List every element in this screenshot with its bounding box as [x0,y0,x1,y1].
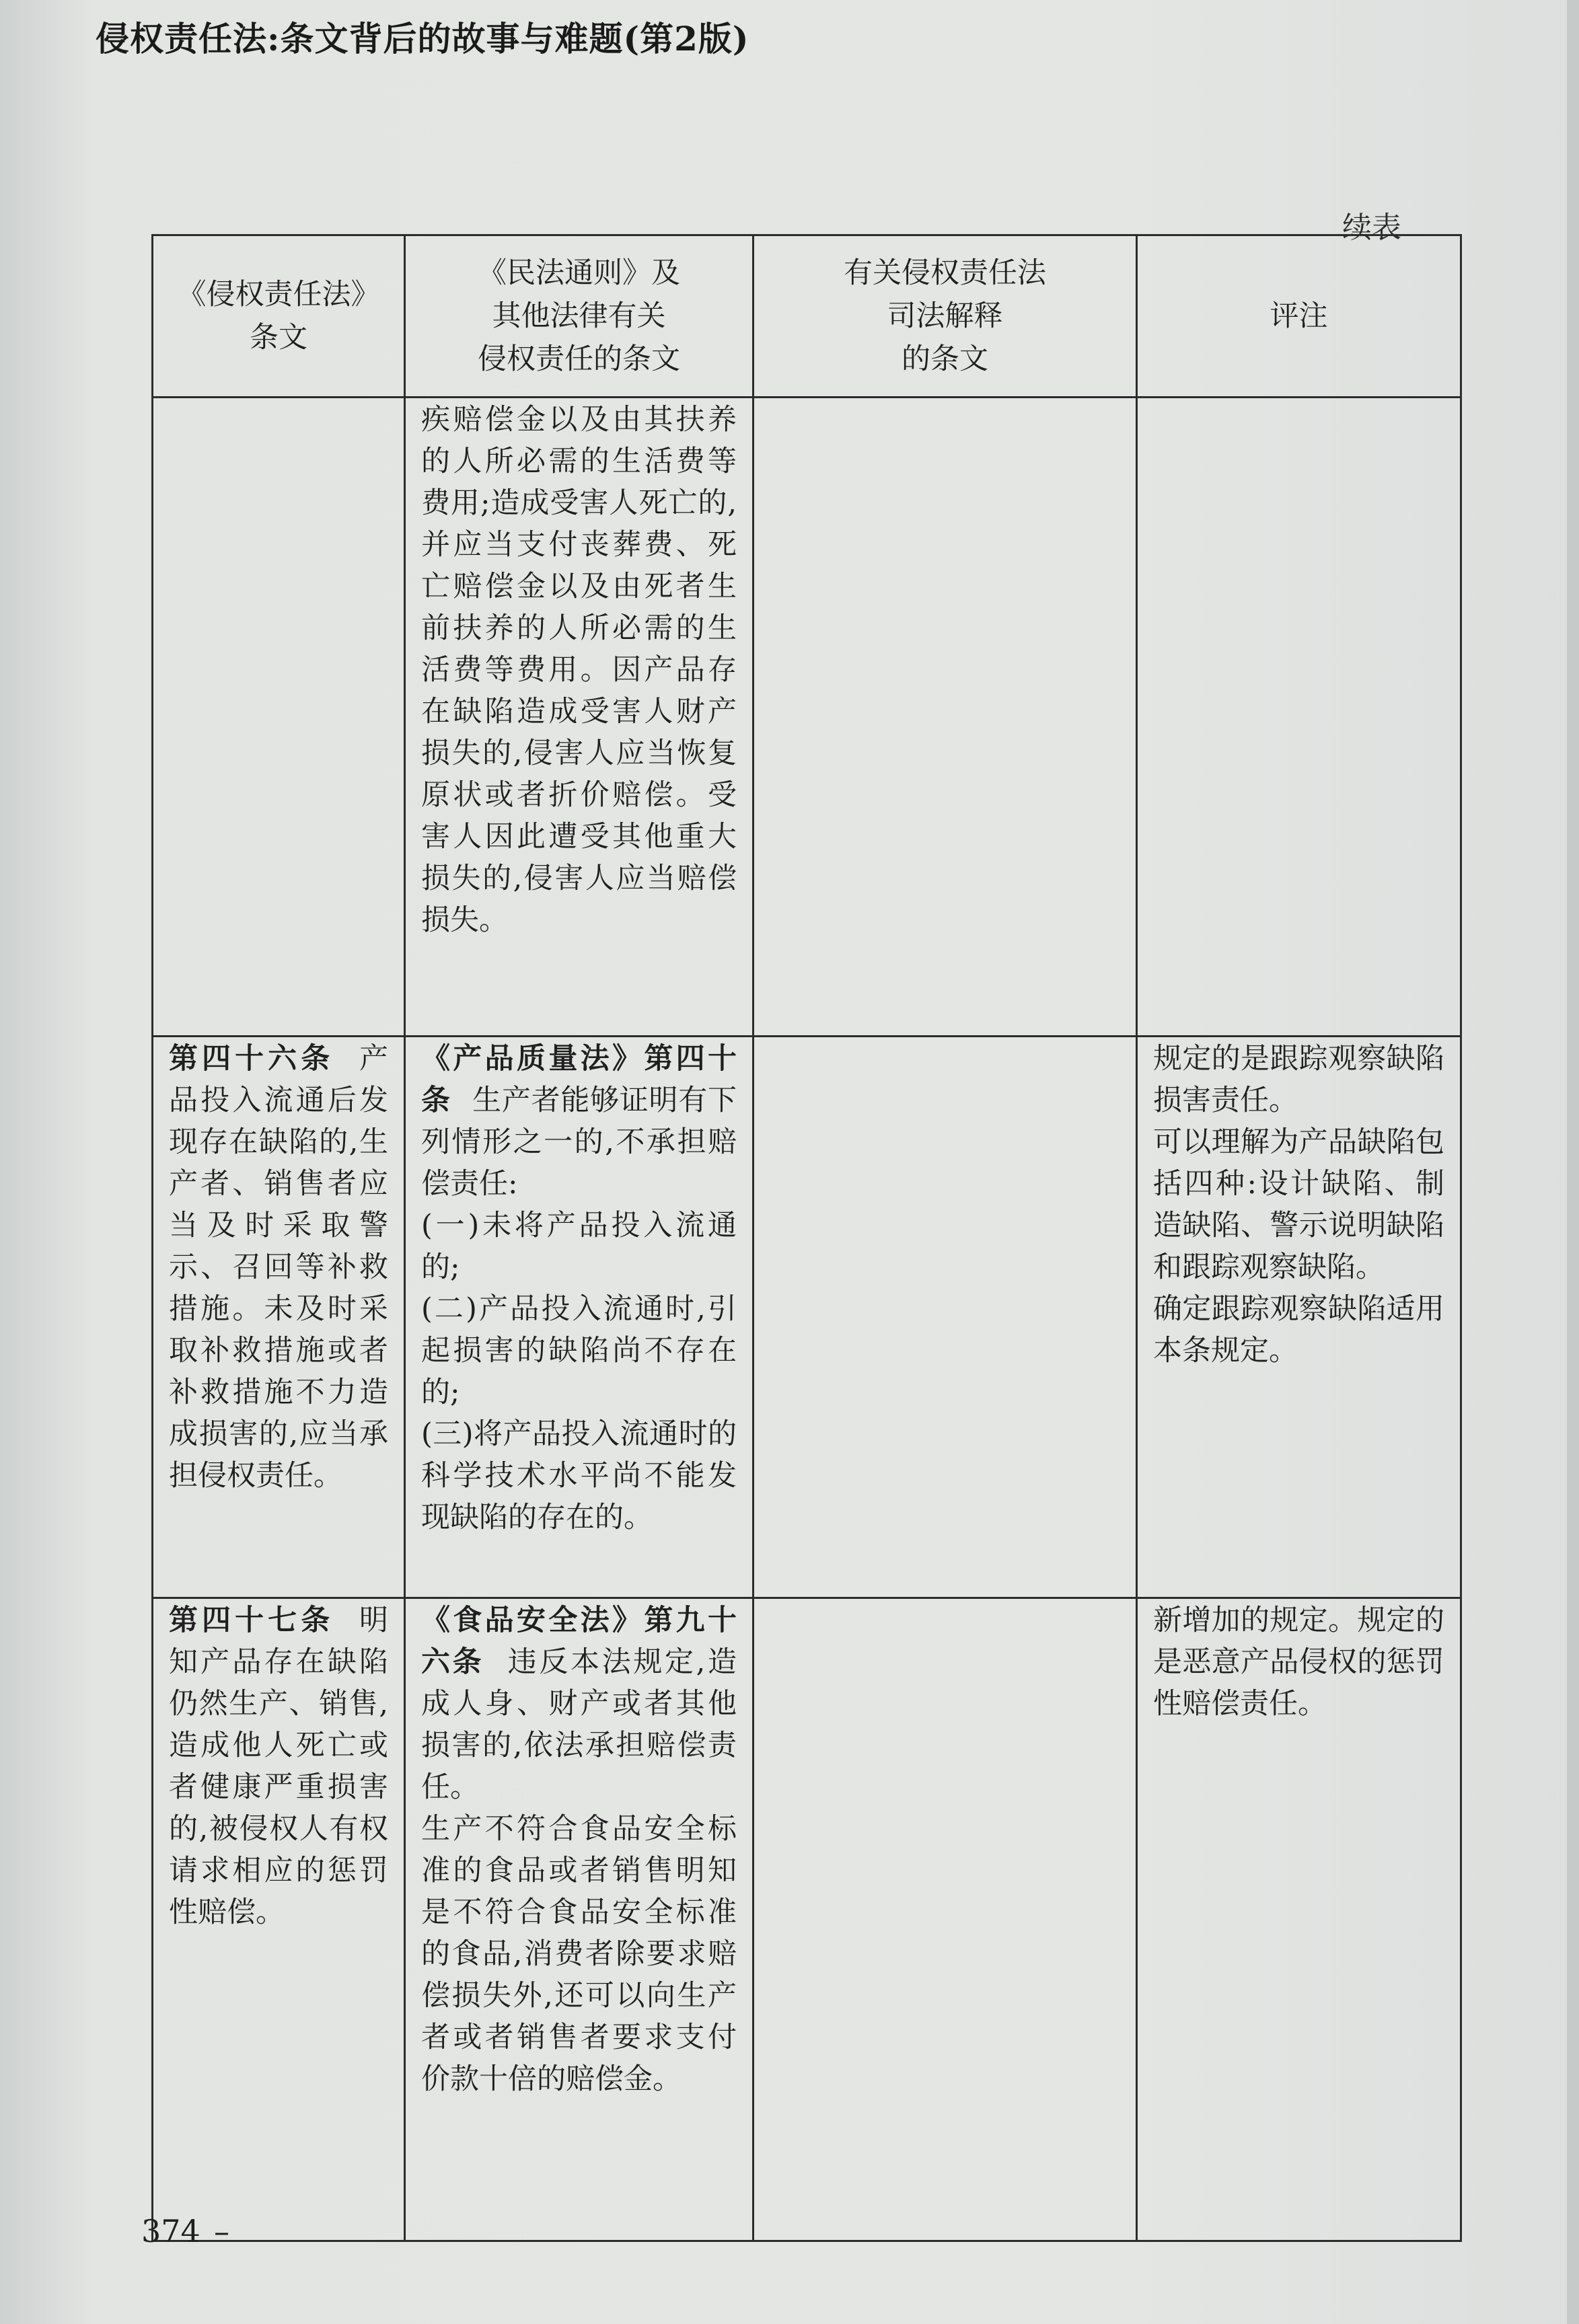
commentary-paragraph: 新增加的规定。规定的是恶意产品侵权的惩罚性赔偿责任。 [1153,1604,1444,1721]
column-header: 评注 [1137,235,1461,398]
cell-commentary [1137,398,1461,1037]
statute-reference: 《食品安全法》第九十六条 [421,1604,737,1679]
folio-dash: – [214,2213,229,2249]
commentary-paragraph: 确定跟踪观察缺陷适用本条规定。 [1153,1292,1444,1367]
commentary-paragraph: 可以理解为产品缺陷包括四种:设计缺陷、制造缺陷、警示说明缺陷和跟踪观察缺陷。 [1153,1125,1444,1284]
table-row [153,398,1461,1037]
statute-item: (二)产品投入流通时,引起损害的缺陷尚不存在的; [421,1292,737,1409]
cell-other-law [405,1598,754,2241]
cell-judicial-interpretation [754,1598,1137,2241]
page-number: 374 [141,2213,200,2249]
comparison-table [151,234,1462,2242]
column-header: 有关侵权责任法 司法解释 的条文 [754,235,1137,398]
cell-tort-law [153,1598,405,2241]
article-number: 第四十七条 [169,1604,334,1637]
running-head: 侵权责任法:条文背后的故事与难题(第2版) [96,19,749,59]
statute-reference: 《产品质量法》第四十条 [421,1042,737,1117]
table-row [153,1037,1461,1598]
statute-text: 违反本法规定,造成人身、财产或者其他损害的,依法承担赔偿责任。 [421,1645,737,1804]
article-text: 产品投入流通后发现存在缺陷的,生产者、销售者应当及时采取警示、召回等补救措施。未及时采取补救措施或者补救措施不力造成损害的,应当承担侵权责任。 [169,1042,389,1493]
statute-paragraph: 生产不符合食品安全标准的食品或者销售明知是不符合食品安全标准的食品,消费者除要求赔偿损失外,还可以向生产者或者销售者要求支付价款十倍的赔偿金。 [421,1812,737,2096]
article-number: 第四十六条 [169,1042,334,1076]
table-row [153,1598,1461,2241]
statute-item: (一)未将产品投入流通的; [421,1209,737,1284]
page-edge [1567,0,1579,2324]
cell-other-law: 疾赔偿金以及由其扶养的人所必需的生活费等费用;造成受害人死亡的,并应当支付丧葬费、死亡赔偿金以及由死者生前扶养的人所必需的生活费等费用。因产品存在缺陷造成受害人财产损失的,侵害人应当恢复原状或者折价赔偿。受害人因此遭受其他重大损失的,侵害人应当赔偿损失。 [405,398,754,1037]
article-text: 明知产品存在缺陷仍然生产、销售,造成他人死亡或者健康严重损害的,被侵权人有权请求相应的惩罚性赔偿。 [169,1604,389,1929]
cell-judicial-interpretation [754,1037,1137,1598]
statute-item: (三)将产品投入流通时的科学技术水平尚不能发现缺陷的存在的。 [421,1417,737,1534]
commentary-paragraph: 规定的是跟踪观察缺陷损害责任。 [1153,1042,1444,1117]
statute-text: 生产者能够证明有下列情形之一的,不承担赔偿责任: [421,1084,737,1201]
table-header-row [153,235,1461,398]
cell-commentary [1137,1037,1461,1598]
cell-commentary [1137,1598,1461,2241]
continuation-label: 续表 [1342,211,1401,245]
cell-tort-law [153,1037,405,1598]
column-header: 《民法通则》及 其他法律有关 侵权责任的条文 [405,235,754,398]
cell-judicial-interpretation [754,398,1137,1037]
cell-other-law [405,1037,754,1598]
cell-tort-law [153,398,405,1037]
column-header: 《侵权责任法》 条文 [153,235,405,398]
